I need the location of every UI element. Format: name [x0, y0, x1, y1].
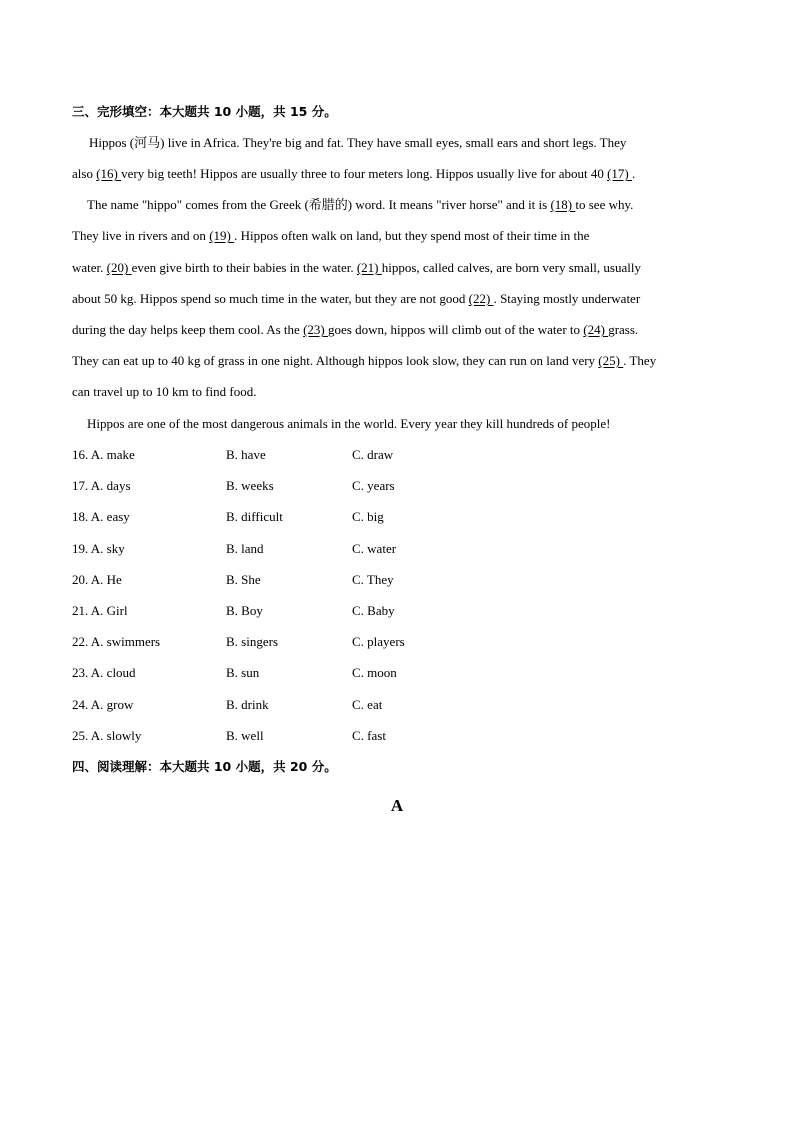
option-c-23: C. moon — [352, 665, 397, 680]
option-c-17: C. years — [352, 478, 395, 493]
option-b-18: B. difficult — [226, 509, 283, 524]
option-a-22: 22. A. swimmers — [72, 634, 161, 649]
option-a-20: 20. A. He — [72, 572, 122, 587]
passage-line-4: They live in rivers and on (19) . Hippos often walk on land, but they spend most of their time in the — [72, 228, 590, 243]
option-a-16: 16. A. make — [72, 447, 135, 462]
blank-24: (24) — [583, 322, 609, 337]
passage-line-5: water. (20) even give birth to their babies in the water. (21) hippos, called calves, are born very small, usually — [72, 260, 641, 275]
option-a-25: 25. A. slowly — [72, 728, 142, 743]
option-a-21: 21. A. Girl — [72, 603, 128, 618]
option-c-21: C. Baby — [352, 603, 395, 618]
section-3-heading: 三、完形填空：本大题共 10 小题，共 15 分。 — [72, 104, 337, 119]
passage-line-2: also (16) very big teeth! Hippos are usually three to four meters long. Hippos usually live for about 40 (17) . — [72, 166, 636, 181]
option-a-17: 17. A. days — [72, 478, 131, 493]
passage-line-9: can travel up to 10 km to find food. — [72, 384, 257, 399]
option-a-18: 18. A. easy — [72, 509, 130, 524]
blank-16: (16) — [96, 166, 122, 181]
option-a-23: 23. A. cloud — [72, 665, 136, 680]
passage-line-3: The name "hippo" comes from the Greek (希腊的) word. It means "river horse" and it is (18) to see why. — [87, 197, 634, 212]
passage-line-1: Hippos (河马) live in Africa. They're big and fat. They have small eyes, small ears and short legs. They — [89, 135, 627, 150]
section-4-heading: 四、阅读理解：本大题共 10 小题，共 20 分。 — [72, 759, 337, 774]
passage-line-6: about 50 kg. Hippos spend so much time in the water, but they are not good (22) . Staying mostly underwater — [72, 291, 641, 306]
blank-21: (21) — [356, 260, 382, 275]
option-b-21: B. Boy — [226, 603, 263, 618]
option-b-22: B. singers — [226, 634, 278, 649]
option-c-20: C. They — [352, 572, 394, 587]
option-b-23: B. sun — [226, 665, 260, 680]
blank-19: (19) — [209, 228, 235, 243]
option-b-16: B. have — [226, 447, 266, 462]
option-c-22: C. players — [352, 634, 405, 649]
option-b-20: B. She — [226, 572, 261, 587]
option-c-16: C. draw — [352, 447, 394, 462]
blank-18: (18) — [550, 197, 576, 212]
part-label: A — [390, 796, 404, 815]
option-b-25: B. well — [226, 728, 264, 743]
option-b-19: B. land — [226, 541, 264, 556]
blank-22: (22) — [468, 291, 494, 306]
option-c-19: C. water — [352, 541, 397, 556]
option-c-18: C. big — [352, 509, 384, 524]
passage-line-7: during the day helps keep them cool. As the (23) goes down, hippos will climb out of the water to (24) grass. — [72, 322, 639, 337]
passage-line-10: Hippos are one of the most dangerous animals in the world. Every year they kill hundreds of people! — [87, 416, 611, 431]
option-c-24: C. eat — [352, 697, 383, 712]
option-a-19: 19. A. sky — [72, 541, 125, 556]
blank-25: (25) — [598, 353, 624, 368]
option-a-24: 24. A. grow — [72, 697, 134, 712]
passage-line-8: They can eat up to 40 kg of grass in one night. Although hippos look slow, they can run on land very (25) . They — [72, 353, 657, 368]
blank-23: (23) — [303, 322, 328, 337]
blank-17: (17) — [607, 166, 632, 181]
option-b-17: B. weeks — [226, 478, 274, 493]
option-c-25: C. fast — [352, 728, 386, 743]
blank-20: (20) — [106, 260, 132, 275]
option-b-24: B. drink — [226, 697, 269, 712]
